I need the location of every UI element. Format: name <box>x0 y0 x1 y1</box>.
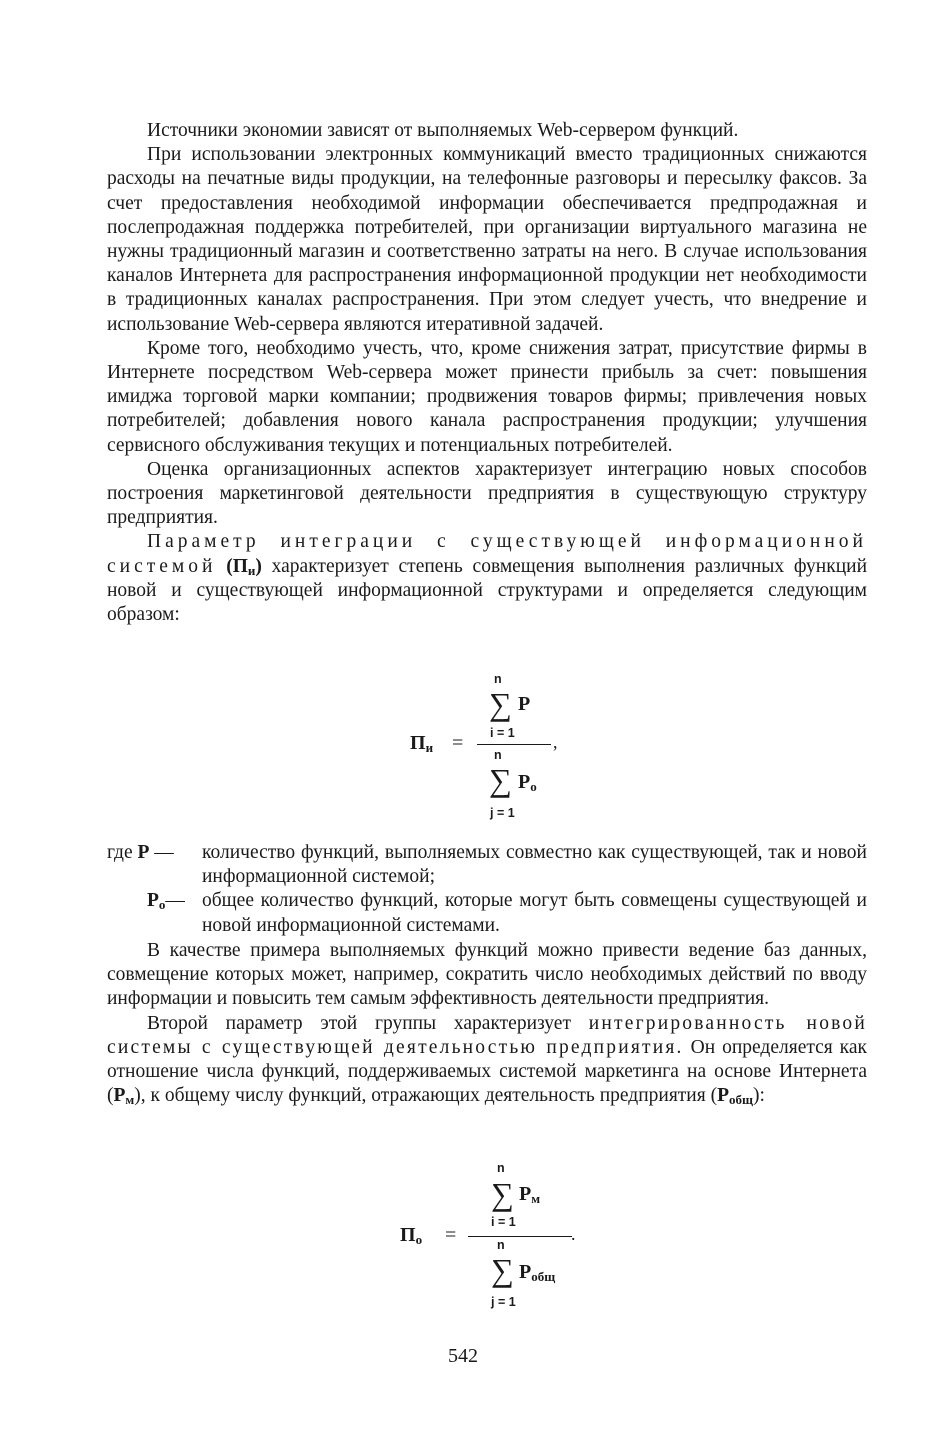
formula-integration <box>380 668 600 828</box>
paragraph-example-functions: В качестве примера выполняемых функций можно привести ведение баз данных, совмещение которых может, например, сократить число необходимых действий по вводу информации и повысить тем самым эффективность деятельности предприятия. <box>107 940 867 1010</box>
formula2-sum-sign: ∑ <box>491 1176 514 1212</box>
formula1-denominator-upper-limit: n <box>494 748 502 762</box>
body-text-middle <box>107 939 867 1108</box>
legend-text-p: количество функций, выполняемых совместно как существующей, так и новой информационной системой; <box>202 842 867 888</box>
formula2-denominator-variable: $P_{общ}$ <box>519 1261 556 1284</box>
legend-text-po: общее количество функций, которые могут быть совмещены существующей и новой информационной системами. <box>202 890 867 936</box>
formula2-numerator-lower-limit: i = 1 <box>491 1215 516 1229</box>
formula2-denominator-lower-limit: j = 1 <box>491 1295 516 1309</box>
page-number: 542 <box>448 1345 478 1367</box>
formula1-numerator-variable: P <box>518 693 531 715</box>
formula2-denominator-upper-limit: n <box>497 1238 505 1252</box>
formula1-denominator-variable: $P_o$ <box>518 771 537 794</box>
formula1-comma: , <box>553 732 558 752</box>
paragraph-organizational-aspects: Оценка организационных аспектов характеризует интеграцию новых способов построения маркетинговой деятельности предприятия в существующую структуру предприятия. <box>107 458 867 529</box>
formula1-lhs: $П_и$ <box>410 732 434 755</box>
formula2-numerator-variable: $P_м$ <box>519 1183 541 1206</box>
formula2-equals: = <box>445 1224 457 1246</box>
formula2-fraction-bar <box>468 1236 572 1237</box>
formula-legend <box>107 841 867 938</box>
legend-item-p: где Р — количество функций, выполняемых совместно как существующей, так и новой информационной системой; <box>107 841 867 889</box>
legend-where-label: где <box>107 842 133 863</box>
formula2-upper-limit: n <box>497 1161 505 1175</box>
symbol-pi: $(П_и)$ <box>226 555 262 578</box>
body-text-top <box>107 119 867 627</box>
formula1-denominator-sum-sign: ∑ <box>489 762 512 798</box>
paragraph-integration-parameter: Параметр интеграции с существующей информационной системой $(П_и)$ характеризует степень совмещения выполнения различных функций новой и существующей информационной структурами и определяется следующим образом: <box>107 531 867 626</box>
formula1-equals: = <box>452 732 464 754</box>
formula2-lhs: $П_о$ <box>400 1224 423 1247</box>
symbol-pobsh: $Р_{общ}$ <box>717 1085 753 1108</box>
legend-symbol-p: Р <box>137 842 150 863</box>
term-integration-with-activity: интегрированность новой системы с существующей деятельностью предприятия. <box>107 1012 868 1058</box>
symbol-pm: $Р_м$ <box>113 1085 135 1108</box>
paragraph-electronic-communications: При использовании электронных коммуникаций вместо традиционных снижаются расходы на печатные виды продукции, на телефонные разговоры и пересылку факсов. За счет предоставления необходимой информации обеспечивается предпродажная и послепродажная поддержка потребителей, при организации виртуального магазина не нужны традиционный магазин и соответственно затраты на него. В случае использования каналов Интернета для распространения информационной продукции нет необходимости в традиционных каналах распространения. При этом следует учесть, что внедрение и использование Web-сервера являются итеративной задачей. <box>107 144 867 335</box>
formula1-upper-limit: n <box>494 672 502 686</box>
legend-symbol-po: $Р_о$ <box>147 890 166 913</box>
legend-item-po: $Р_о—$ общее количество функций, которые могут быть совмещены существующей и новой информационной системами. <box>107 889 867 937</box>
formula2-period: . <box>571 1224 576 1244</box>
formula1-numerator-lower-limit: i = 1 <box>490 726 515 740</box>
formula2-denominator-sum-sign: ∑ <box>491 1252 514 1288</box>
paragraph-profit-factors: Кроме того, необходимо учесть, что, кроме снижения затрат, присутствие фирмы в Интернете посредством Web-сервера может принести прибыль за счет: повышения имиджа торговой марки компании; продвижения товаров фирмы; привлечения новых потребителей; добавления нового канала распространения продукции; улучшения сервисного обслуживания текущих и потенциальных потребителей. <box>107 337 867 456</box>
formula1-denominator-lower-limit: j = 1 <box>490 806 515 820</box>
paragraph-economy-sources: Источники экономии зависят от выполняемых Web-сервером функций. <box>147 120 739 141</box>
paragraph-second-parameter: Второй параметр этой группы характеризует интегрированность новой системы с существующей деятельностью предприятия. Он определяется как отношение числа функций, поддерживаемых системой маркетинга на основе Интернета $(Р_м)$, к общему числу функций, отражающих деятельность предприятия $(Р_{общ})$: <box>107 1012 868 1108</box>
formula1-sum-sign: ∑ <box>489 686 512 722</box>
formula1-fraction-bar <box>477 744 551 745</box>
term-integration-parameter: Параметр интеграции с существующей информационной системой <box>107 531 867 577</box>
formula-integrated-activity <box>370 1158 610 1318</box>
